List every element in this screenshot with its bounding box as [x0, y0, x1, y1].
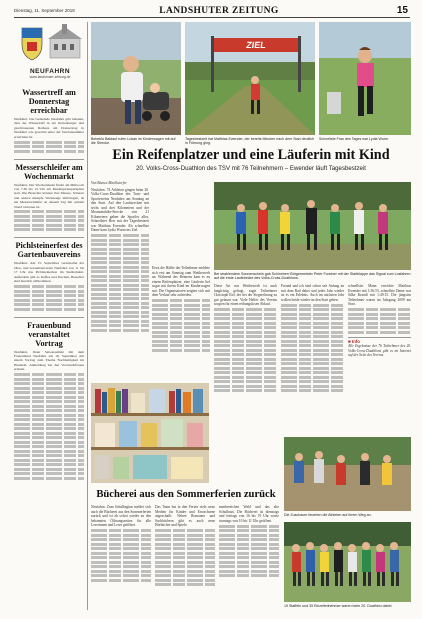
article-col-2	[152, 266, 210, 379]
photo-spectators	[284, 437, 411, 511]
column-divider	[87, 22, 88, 610]
photo-caption: 19 Staffeln und 39 Einzelteilnehmer waren beim 20. Duathlon dabei.	[284, 604, 393, 608]
sidebar-headline: Pichlsteinerfest des Gartenbauvereins	[15, 241, 83, 260]
photo-caption: Die Zuschauer feuerten die Athleten auf ihrem Weg an.	[284, 513, 372, 517]
sidebar-stories	[14, 88, 84, 608]
town-url[interactable]: www.landshuter-zeitung.de	[29, 75, 71, 79]
sidebar-headline: Messerschleifer am Wochenmarkt	[15, 162, 83, 181]
sidebar-text: Neufahrn. Der Wochenmarkt findet am Mittwoch von 7.30 bis 13 Uhr am Kindergartenparkplatz statt. Die Besucher können ihre Messer, Scheren und andere stumpfe Werkzeuge mitbringen, da ein Messerschleifer an diesem Tag mit seinem Stand vertreten ist.	[14, 182, 84, 209]
photo-caption: Bei strahlendem Sonnenschein gab Schirmherr Bürgermeister Peter Forstner mit der Startklappe das Signal zum Losfahren auf die erste Laufstrecke des Volks-Cross-Duathlons.	[214, 272, 411, 281]
sidebar-text: Neufahrn. Die Gemeinde Neufahrn gibt bekannt, dass der Wassertreff in der Rottenburger und geschlossenen Rathaus am Donnerstag in Neufahrn wie gewohnt unter der Telefonnummer erreichbar ist.	[14, 117, 84, 139]
article-text: menbereichen Wald und das alte Schulhaus. Die Bücherei ist dienstags und freitags von 16 bis 19 Uhr sowie sonntags von 10 bis 11 Uhr geöffnet.	[219, 505, 279, 523]
sidebar-story	[14, 88, 84, 153]
photo-library-books	[91, 383, 209, 483]
info-text: Alle Ergebnisse der 76 Teilnehmer des 20. Volks-Cross-Duathlons gibt es im Internet auf der Seite des Vereins.	[348, 344, 411, 357]
sidebar-story	[14, 317, 84, 480]
sidebar-headline: Frauenbund veranstaltet Vortrag	[27, 320, 71, 348]
article-text: Neufahrn. Zum Schulbeginn meldet sich auch die Bücherei aus den Sommerferien zurück und ist ab sofort wieder zu den bekannten Öffnungszeiten für alle Leserinnen und Leser geöffnet.	[91, 505, 151, 527]
photo-caption: Schnellste Frau des Tages war Lydia Wurm.	[319, 137, 390, 141]
article-col-5	[348, 284, 411, 434]
crest-icon	[16, 24, 84, 62]
article-col-1	[91, 181, 149, 379]
photo-caption: Tagesbestzeit hat Matthias Ewender, der bereits Minuten nach dem Start deutlich in Führung ging.	[185, 137, 315, 146]
town-crest	[16, 24, 84, 79]
library-col-1	[91, 505, 151, 609]
library-col-3	[219, 505, 279, 609]
article-text: schnellster Mann erreichte Matthias Ewender mit 1:36:53, schnellste Dame war Silke Krandl mit 1:49:15. Die jüngsten Teilnehmer waren im Jahrgang 2009 am Start.	[348, 284, 411, 306]
info-label-text: Info	[351, 338, 360, 344]
sidebar-text: Neufahrn. Am 15. September veranstaltet der Obst- und Gartenbauverein Neufahrn von 11 bis 17 Uhr das Pichlsteinerfest im Siedlerheim. Außerdem gibt es Kaffee und Kuchen, Besucher sind herzlich willkommen.	[14, 261, 84, 284]
main-subheadline: 20. Volks-Cross-Duathlon des TSV mit 76 Teilnehmern – Ewender läuft Tagesbestzeit	[136, 165, 366, 172]
finish-banner-text: ZIEL	[245, 40, 267, 50]
byline: Von Bianca Marklstorfer	[91, 181, 127, 185]
info-square-icon: ■	[348, 338, 352, 344]
info-box	[348, 337, 411, 358]
photo-caption: Bebeklo Baldauf rufen Lukas im Kinderwagen mit auf die Strecke.	[91, 137, 176, 146]
article-text: Diese Art von Wettbewerb ist auch langfristig gefragt, sagte Teilnehmer Christoph Eirl, der bei der Siegerehrung zu gut gelaunt war. Viele Helfer des Vereins sorgten für einen reibungslosen Ablauf.	[214, 284, 277, 306]
photo-finish-line	[185, 22, 315, 135]
sidebar-headline: Wassertreff am Donnerstag erreichbar	[22, 88, 76, 115]
main-headline: Ein Reifenplatzer und eine Läuferin mit Kind	[112, 147, 390, 163]
sidebar-story	[14, 237, 84, 310]
town-label: NEUFAHRN	[29, 68, 71, 75]
article-col-4	[281, 284, 344, 434]
photo-start-runners	[214, 182, 411, 270]
page-number: 15	[396, 5, 408, 16]
article-text: Neufahrn. 74 Athleten gingen beim 20. Volks-Cross-Duathlon des Turn- und Sportvereins Neufahrn am Sonntag an den Start. Auf den Laufstrecken mit sechs und drei Kilometern und der Mountainbike-Strecke von 21 Kilometern gaben die Sportler alles. Schnellster Herr mit der Tagesbestzeit war Matthias Ewender. Als schnellste Dame kam Lydia Wurm ins Ziel.	[91, 187, 149, 232]
photo-duathlon-field	[284, 522, 411, 602]
photo-fastest-woman	[319, 22, 411, 135]
article-text: Das Team hat in den Ferien viele neue Medien für Kinder und Erwachsene angeschafft. Neben Romanen und Sachbüchern gibt es auch neue Hörbücher und Spiele.	[155, 505, 215, 527]
library-col-2	[155, 505, 215, 609]
page-header	[14, 4, 410, 18]
header-date: Dienstag, 11. September 2018	[14, 8, 75, 13]
newspaper-name: LANDSHUTER ZEITUNG	[159, 6, 279, 16]
article-text: Freund und ich sind schon seit Anfang an mit dem Rad dabei und jedes Jahr wieder ist es ein Erlebnis. Auch im nächsten Jahr wollen beide wieder an den Start gehen.	[281, 284, 344, 302]
sidebar-text: Neufahrn. Ihren Saisonauftakt mit dem Frauenbund Neufahrn am 18. September mit einem Vortrag zum Thema Nachhaltigkeit im Haushalt. Anmeldung bei den Vorstandsfrauen erbeten.	[14, 349, 84, 372]
article-text: Etwa die Hälfte der Teilnehmer meldete sich erst am Sonntag zum Wettbewerb an. Während des Rennens kam es zu einem Reifenplatzer, eine Läuferin lief sogar mit ihrem Kind im Kinderwagen mit. Die Organisatoren zeigten sich mit dem Verlauf sehr zufrieden.	[152, 266, 210, 297]
photo-mother-with-child	[91, 22, 181, 135]
article-col-3	[214, 284, 277, 434]
library-headline: Bücherei aus den Sommerferien zurück	[96, 489, 276, 500]
sidebar-story	[14, 159, 84, 232]
